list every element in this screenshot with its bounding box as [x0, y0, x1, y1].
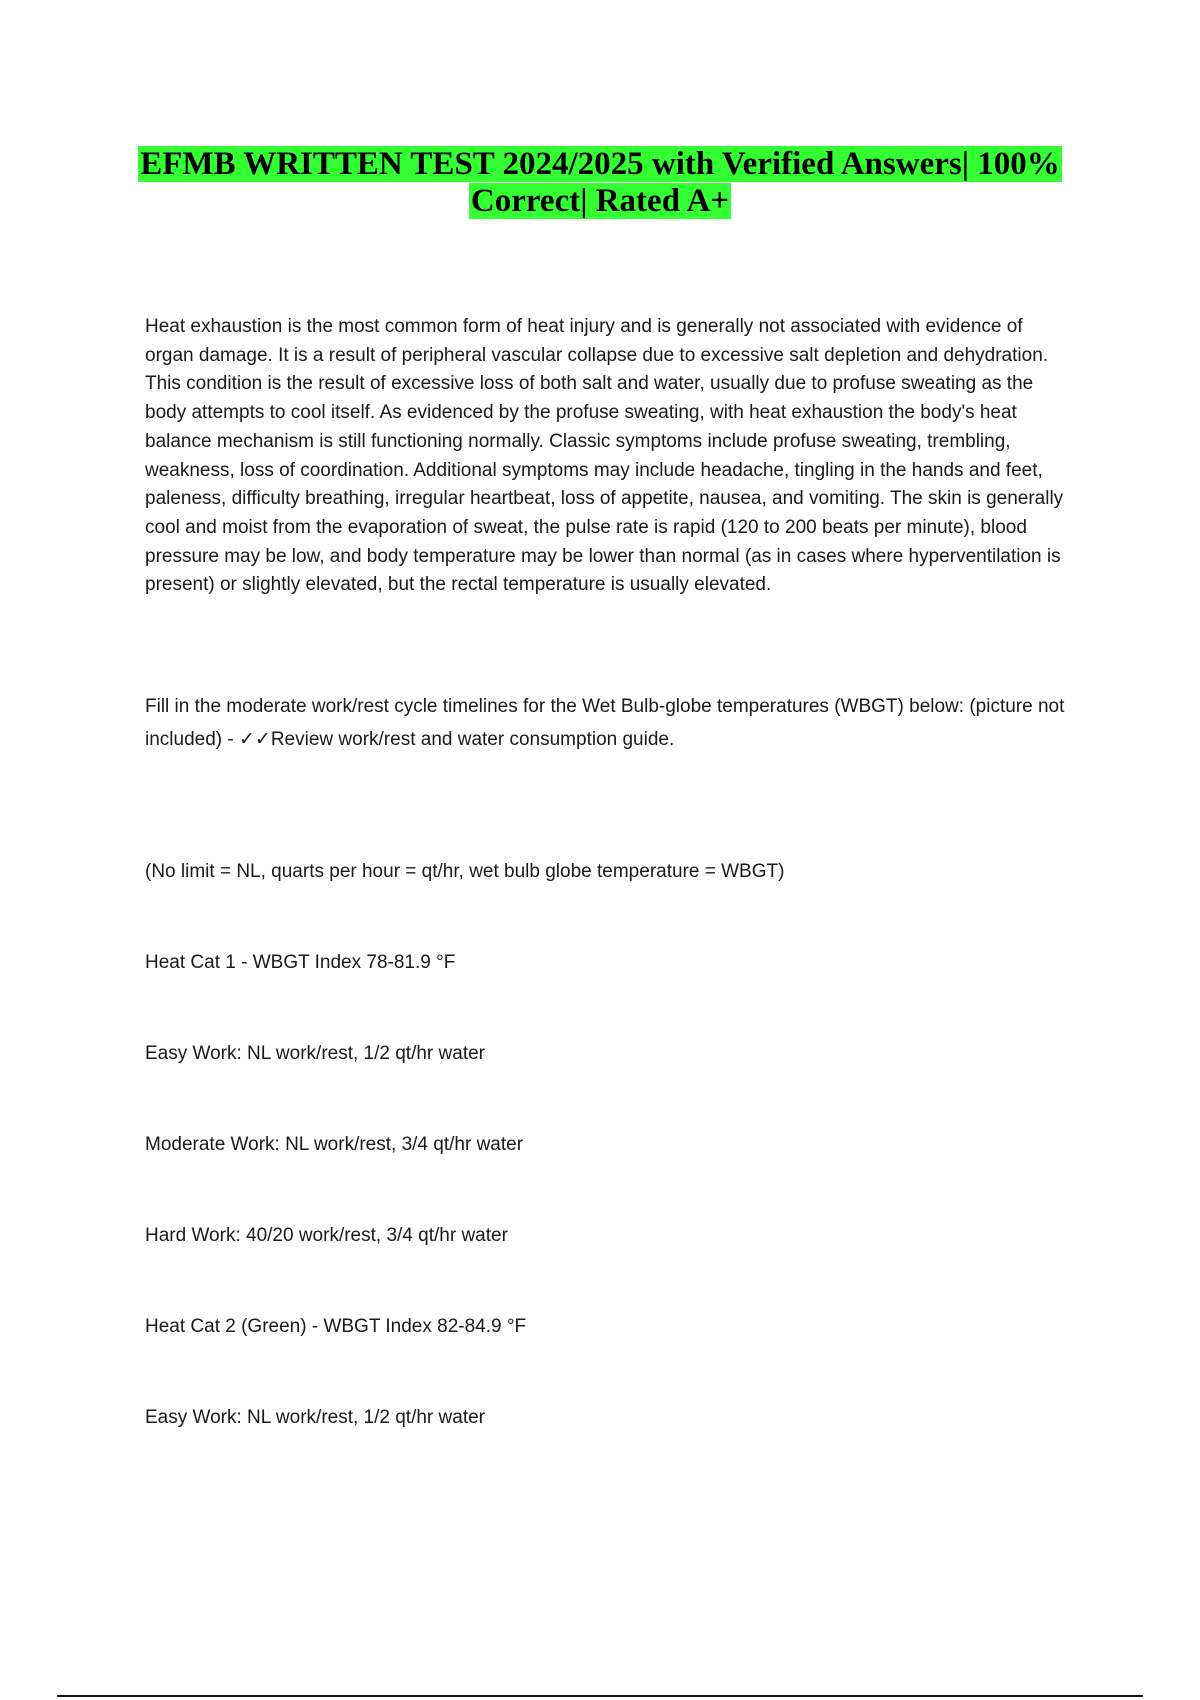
cat1-moderate-work: Moderate Work: NL work/rest, 3/4 qt/hr water — [145, 1134, 524, 1155]
document-title — [100, 146, 1100, 220]
cat2-easy-work: Easy Work: NL work/rest, 1/2 qt/hr water — [145, 1407, 485, 1428]
title-line-1: EFMB WRITTEN TEST 2024/2025 with Verified Answers| 100% — [140, 146, 1060, 182]
question-paragraph: Fill in the moderate work/rest cycle timelines for the Wet Bulb-globe temperatures (WBGT) below: (picture not included) - ✓✓Review work/rest and water consumption guide. — [145, 696, 1065, 750]
abbreviations-note: (No limit = NL, quarts per hour = qt/hr, wet bulb globe temperature = WBGT) — [145, 861, 785, 882]
cat1-hard-work: Hard Work: 40/20 work/rest, 3/4 qt/hr water — [145, 1225, 508, 1246]
page-bottom-rule — [57, 1695, 1143, 1697]
heat-cat-1-heading: Heat Cat 1 - WBGT Index 78-81.9 °F — [145, 952, 456, 973]
title-line-2: Correct| Rated A+ — [470, 183, 730, 219]
intro-paragraph: Heat exhaustion is the most common form of heat injury and is generally not associated with evidence of organ damage. It is a result of peripheral vascular collapse due to excessive salt depletion and dehydration. This condition is the result of excessive loss of both salt and water, usually due to profuse sweating as the body attempts to cool itself. As evidenced by the profuse sweating, with heat exhaustion the body's heat balance mechanism is still functioning normally. Classic symptoms include profuse sweating, trembling, weakness, loss of coordination. Additional symptoms may include headache, tingling in the hands and feet, paleness, difficulty breathing, irregular heartbeat, loss of appetite, nausea, and vomiting. The skin is generally cool and moist from the evaporation of sweat, the pulse rate is rapid (120 to 200 beats per minute), blood pressure may be low, and body temperature may be lower than normal (as in cases where hyperventilation is present) or slightly elevated, but the rectal temperature is usually elevated. — [145, 316, 1064, 596]
cat1-easy-work: Easy Work: NL work/rest, 1/2 qt/hr water — [145, 1043, 485, 1064]
heat-cat-2-heading: Heat Cat 2 (Green) - WBGT Index 82-84.9 °F — [145, 1316, 527, 1337]
